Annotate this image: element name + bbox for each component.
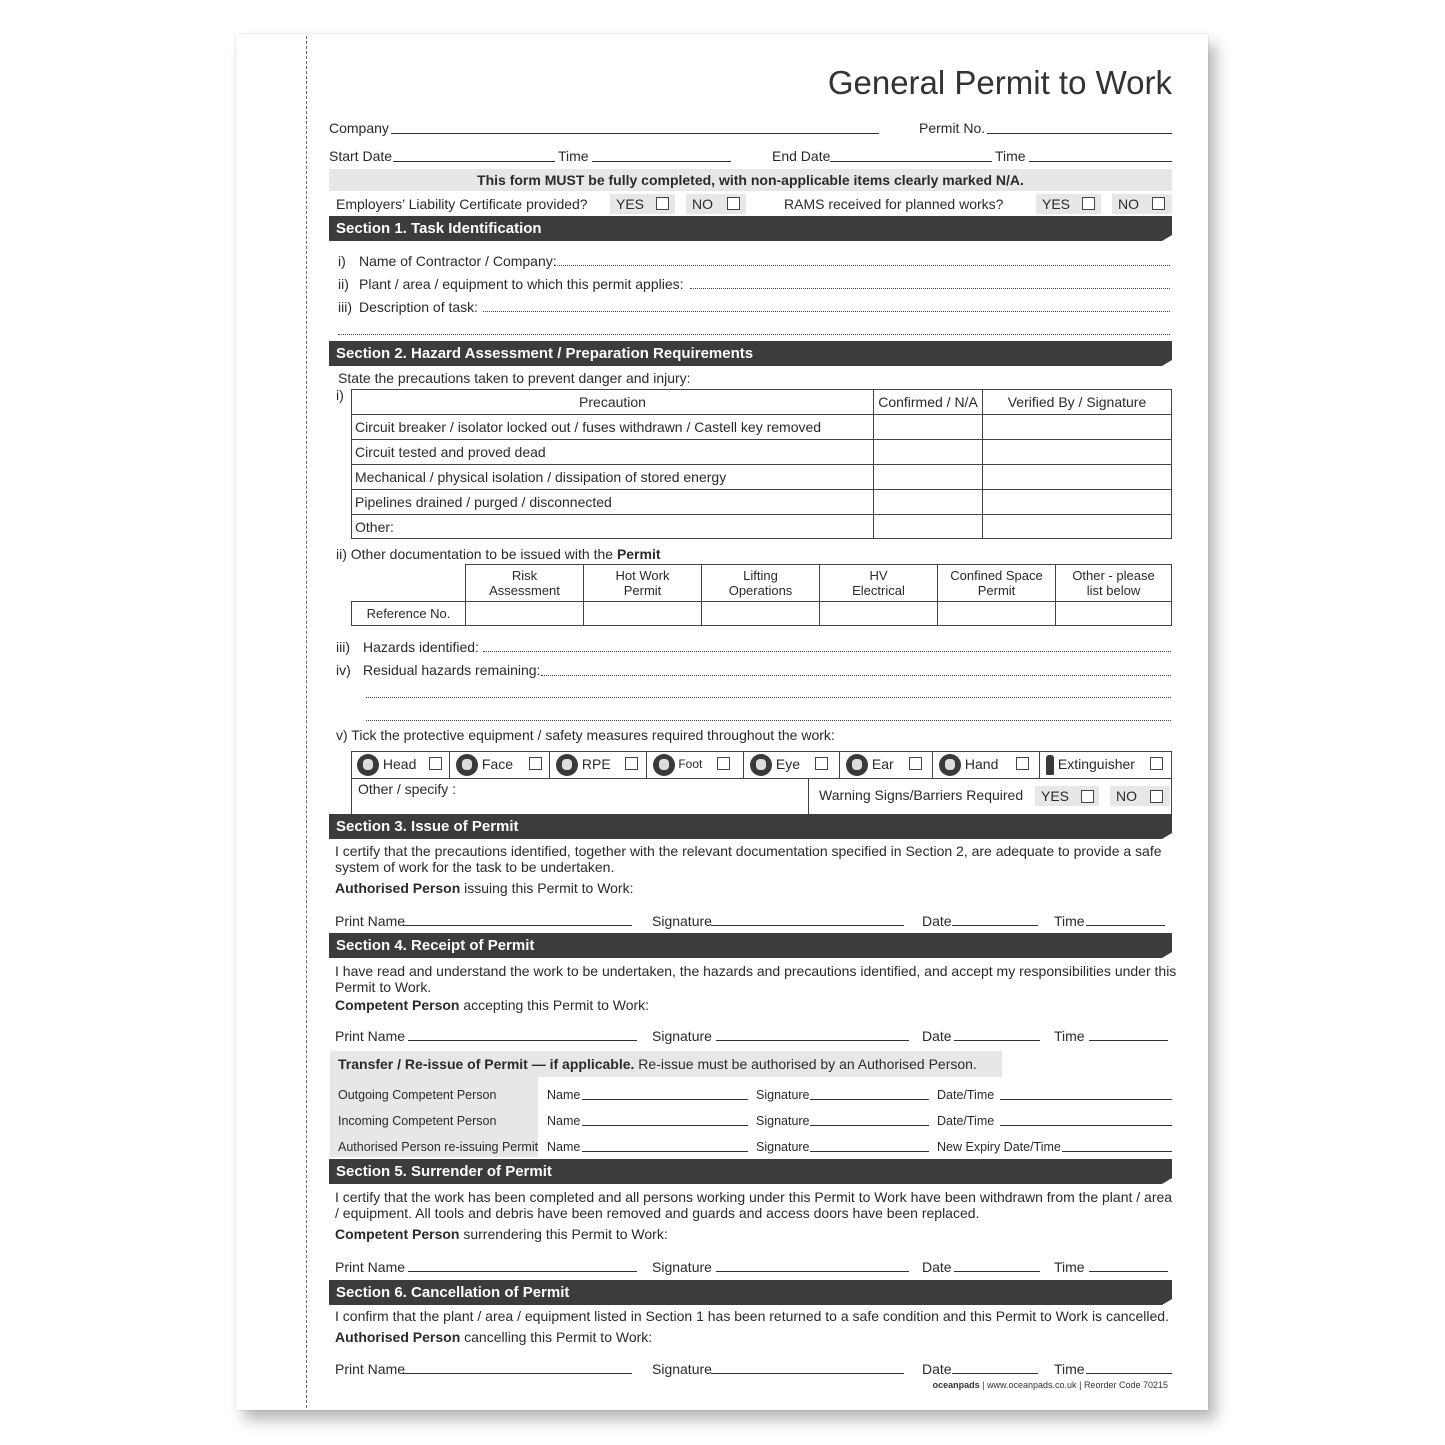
s5-time-field[interactable] [1089, 1271, 1168, 1272]
section4-heading: Section 4. Receipt of Permit [329, 933, 1172, 958]
precautions-table [351, 389, 1172, 539]
transfer-datetime-field[interactable] [1000, 1125, 1172, 1126]
precaution-cell: Mechanical / physical isolation / dissipation of stored energy [352, 465, 874, 490]
table-row [352, 440, 1172, 465]
hazards-label: Hazards identified: [363, 639, 479, 655]
transfer-name-field[interactable] [582, 1125, 748, 1126]
transfer-name-label: Name [547, 1088, 581, 1102]
confirmed-header: Confirmed / N/A [874, 390, 983, 415]
reference-cell[interactable] [584, 602, 702, 626]
start-date-field[interactable] [393, 161, 555, 162]
ppe-eye-checkbox[interactable] [815, 757, 828, 770]
ppe-ear-checkbox[interactable] [909, 757, 922, 770]
section1-heading: Section 1. Task Identification [329, 216, 1172, 241]
confirmed-cell[interactable] [874, 490, 983, 515]
transfer-role-incoming: Incoming Competent Person [338, 1114, 497, 1128]
rams-yes-checkbox[interactable] [1082, 197, 1095, 210]
fire-extinguisher-icon [1046, 755, 1054, 775]
safety-boot-icon [653, 754, 675, 776]
s6-date-label: Date [922, 1361, 952, 1377]
s5-print-name-field[interactable] [408, 1271, 637, 1272]
transfer-expiry-field[interactable] [1062, 1151, 1172, 1152]
verified-cell[interactable] [983, 440, 1172, 465]
doc-risk-assessment: Risk Assessment [466, 565, 584, 602]
end-date-label: End Date [772, 148, 831, 164]
footer-url: www.oceanpads.co.uk [987, 1380, 1077, 1390]
plant-label: Plant / area / equipment to which this permit applies: [359, 276, 684, 292]
ppe-head-checkbox[interactable] [429, 757, 442, 770]
rams-no-label: NO [1112, 194, 1172, 214]
reference-cell[interactable] [938, 602, 1056, 626]
ppe-extinguisher-checkbox[interactable] [1150, 757, 1163, 770]
s6-role: Authorised Person cancelling this Permit to Work: [335, 1329, 653, 1345]
ppe-face-checkbox[interactable] [529, 757, 542, 770]
s3-text: I certify that the precautions identified, together with the relevant documentation specified in Section 2, are adequate to provide a safe [335, 843, 1162, 859]
residual-field-2[interactable] [366, 697, 1171, 698]
start-date-label: Start Date [329, 148, 393, 164]
item-i-label: i) [336, 387, 344, 403]
start-time-field[interactable] [592, 161, 731, 162]
doc-hot-work: Hot Work Permit [584, 565, 702, 602]
ppe-foot-checkbox[interactable] [717, 757, 730, 770]
contractor-label: Name of Contractor / Company: [359, 253, 557, 269]
permit-no-label: Permit No. [919, 120, 986, 136]
reference-cell[interactable] [466, 602, 584, 626]
description-field[interactable] [483, 311, 1170, 312]
transfer-expiry-label: New Expiry Date/Time [937, 1140, 1061, 1154]
s6-print-name-field[interactable] [403, 1373, 632, 1374]
s5-time-label: Time [1054, 1259, 1085, 1275]
section3-heading: Section 3. Issue of Permit [329, 814, 1172, 839]
s5-signature-field[interactable] [716, 1271, 909, 1272]
warning-yes-checkbox[interactable] [1081, 790, 1094, 803]
s1-num-2: ii) [338, 276, 349, 292]
verified-cell[interactable] [983, 490, 1172, 515]
s6-text: I confirm that the plant / area / equipment listed in Section 1 has been returned to a safe condition and this Permit to Work is cancelled. [335, 1308, 1169, 1324]
rams-label: RAMS received for planned works? [784, 196, 1004, 212]
s3-time-label: Time [1054, 913, 1085, 929]
ppe-hand-checkbox[interactable] [1016, 757, 1029, 770]
contractor-field[interactable] [555, 265, 1170, 266]
documentation-table [351, 564, 1172, 626]
table-row [352, 415, 1172, 440]
s3-date-label: Date [922, 913, 952, 929]
reference-cell[interactable] [702, 602, 820, 626]
transfer-signature-label: Signature [756, 1088, 810, 1102]
goggles-icon [750, 754, 772, 776]
s4-date-label: Date [922, 1028, 952, 1044]
confirmed-cell[interactable] [874, 465, 983, 490]
confirmed-cell[interactable] [874, 415, 983, 440]
s5-print-name-label: Print Name [335, 1259, 406, 1275]
s4-print-name-field[interactable] [408, 1040, 637, 1041]
precaution-header: Precaution [352, 390, 874, 415]
s5-role: Competent Person surrendering this Permit to Work: [335, 1226, 668, 1242]
residual-num: iv) [336, 662, 351, 678]
transfer-signature-field[interactable] [810, 1151, 929, 1152]
section5-heading: Section 5. Surrender of Permit [329, 1159, 1172, 1184]
transfer-heading: Transfer / Re-issue of Permit — if applicable. Re-issue must be authorised by an Authorised Person. [330, 1051, 1002, 1077]
transfer-signature-field[interactable] [810, 1125, 929, 1126]
ppe-head: Head [351, 751, 450, 778]
s3-role: Authorised Person issuing this Permit to Work: [335, 880, 634, 896]
s6-signature-field[interactable] [711, 1373, 904, 1374]
table-row [352, 465, 1172, 490]
transfer-signature-label: Signature [756, 1114, 810, 1128]
s5-text: I certify that the work has been completed and all persons working under this Permit to Work have been withdrawn from the plant / area [335, 1189, 1173, 1205]
elc-no-label: NO [686, 194, 746, 214]
transfer-signature-label: Signature [756, 1140, 810, 1154]
transfer-role-outgoing: Outgoing Competent Person [338, 1088, 497, 1102]
transfer-name-label: Name [547, 1114, 581, 1128]
s5-signature-label: Signature [652, 1259, 712, 1275]
s6-date-field[interactable] [952, 1373, 1038, 1374]
end-date-field[interactable] [830, 161, 992, 162]
transfer-name-label: Name [547, 1140, 581, 1154]
doc-hv-electrical: HV Electrical [820, 565, 938, 602]
warning-signs-label: Warning Signs/Barriers Required [819, 787, 1024, 803]
glove-icon [939, 754, 961, 776]
s3-text-2: system of work for the task to be undertaken. [335, 859, 615, 875]
permit-no-field[interactable] [987, 133, 1172, 134]
transfer-datetime-label: Date/Time [937, 1114, 995, 1128]
s6-print-name-label: Print Name [335, 1361, 406, 1377]
transfer-signature-field[interactable] [810, 1099, 929, 1100]
ppe-rpe: RPE [550, 751, 647, 778]
residual-field-3[interactable] [366, 720, 1171, 721]
elc-no-checkbox[interactable] [727, 197, 740, 210]
transfer-datetime-field[interactable] [1000, 1099, 1172, 1100]
other-specify-label: Other / specify : [358, 781, 457, 797]
plant-field[interactable] [690, 288, 1170, 289]
hazards-field[interactable] [483, 651, 1171, 652]
hard-hat-icon [357, 754, 379, 776]
verified-cell[interactable] [983, 515, 1172, 539]
s4-signature-label: Signature [652, 1028, 712, 1044]
precaution-cell: Pipelines drained / purged / disconnected [352, 490, 874, 515]
s5-date-label: Date [922, 1259, 952, 1275]
notice-banner: This form MUST be fully completed, with non-applicable items clearly marked N/A. [329, 169, 1172, 191]
reference-cell[interactable] [1056, 602, 1172, 626]
reference-label: Reference No. [352, 602, 466, 626]
brand-logo: oceanpads [932, 1380, 980, 1390]
warning-no-checkbox[interactable] [1150, 790, 1163, 803]
reorder-code: Reorder Code 70215 [1083, 1380, 1168, 1390]
s4-text-2: Permit to Work. [335, 979, 432, 995]
confirmed-cell[interactable] [874, 515, 983, 539]
ppe-ear: Ear [840, 751, 933, 778]
s5-date-field[interactable] [954, 1271, 1040, 1272]
s5-text-2: / equipment. All tools and debris have been removed and guards and access doors have been replaced. [335, 1205, 980, 1221]
precaution-cell: Circuit tested and proved dead [352, 440, 874, 465]
confirmed-cell[interactable] [874, 440, 983, 465]
s4-print-name-label: Print Name [335, 1028, 406, 1044]
warning-no-label: NO [1110, 786, 1170, 806]
precaution-cell: Circuit breaker / isolator locked out / fuses withdrawn / Castell key removed [352, 415, 874, 440]
s6-time-field[interactable] [1086, 1373, 1172, 1374]
ppe-hand: Hand [933, 751, 1040, 778]
hazards-num: iii) [336, 639, 350, 655]
page-title: General Permit to Work [827, 64, 1172, 101]
s4-text: I have read and understand the work to be undertaken, the hazards and precautions identified, and accept my responsibilities under this [335, 963, 1177, 979]
elc-label: Employers’ Liability Certificate provided? [336, 196, 588, 212]
residual-field[interactable] [541, 675, 1171, 676]
s4-role: Competent Person accepting this Permit to Work: [335, 997, 650, 1013]
face-shield-icon [456, 754, 478, 776]
s6-time-label: Time [1054, 1361, 1085, 1377]
section6-heading: Section 6. Cancellation of Permit [329, 1280, 1172, 1305]
s1-num-1: i) [338, 253, 346, 269]
docs-intro: ii) Other documentation to be issued with the Permit [336, 546, 661, 562]
table-row [352, 515, 1172, 539]
verified-header: Verified By / Signature [983, 390, 1172, 415]
end-time-label: Time [995, 148, 1026, 164]
s4-signature-field[interactable] [716, 1040, 909, 1041]
doc-lifting: Lifting Operations [702, 565, 820, 602]
transfer-role-authorised: Authorised Person re-issuing Permit [338, 1140, 539, 1154]
elc-yes-checkbox[interactable] [656, 197, 669, 210]
perforation-line [306, 36, 307, 1408]
elc-yes-label: YES [610, 194, 675, 214]
transfer-datetime-label: Date/Time [937, 1088, 995, 1102]
section2-heading: Section 2. Hazard Assessment / Preparation Requirements [329, 341, 1172, 366]
ppe-intro: v) Tick the protective equipment / safety measures required throughout the work: [336, 727, 835, 743]
description-field-2[interactable] [338, 334, 1170, 335]
ppe-rpe-checkbox[interactable] [625, 757, 638, 770]
s3-signature-field[interactable] [711, 925, 904, 926]
company-label: Company [329, 120, 389, 136]
doc-other: Other - please list below [1056, 565, 1172, 602]
s3-time-field[interactable] [1086, 925, 1165, 926]
doc-confined-space: Confined Space Permit [938, 565, 1056, 602]
rams-yes-label: YES [1036, 194, 1101, 214]
verified-cell[interactable] [983, 465, 1172, 490]
ppe-eye: Eye [744, 751, 840, 778]
s4-time-label: Time [1054, 1028, 1085, 1044]
reference-cell[interactable] [820, 602, 938, 626]
transfer-name-field[interactable] [582, 1099, 748, 1100]
s1-num-3: iii) [338, 299, 352, 315]
s4-date-field[interactable] [954, 1040, 1040, 1041]
ppe-extinguisher: Extinguisher [1040, 751, 1172, 778]
warning-yes-label: YES [1035, 786, 1099, 806]
start-time-label: Time [558, 148, 589, 164]
s6-signature-label: Signature [652, 1361, 712, 1377]
s3-print-name-field[interactable] [403, 925, 632, 926]
end-time-field[interactable] [1029, 161, 1172, 162]
table-row [352, 490, 1172, 515]
s4-time-field[interactable] [1089, 1040, 1168, 1041]
s3-print-name-label: Print Name [335, 913, 406, 929]
s3-date-field[interactable] [952, 925, 1038, 926]
residual-label: Residual hazards remaining: [363, 662, 541, 678]
ppe-face: Face [450, 751, 550, 778]
s3-signature-label: Signature [652, 913, 712, 929]
ear-defender-icon [846, 754, 868, 776]
respirator-icon [556, 754, 578, 776]
description-label: Description of task: [359, 299, 479, 315]
company-field[interactable] [391, 133, 879, 134]
precaution-cell: Other: [352, 515, 874, 539]
transfer-name-field[interactable] [582, 1151, 748, 1152]
rams-no-checkbox[interactable] [1152, 197, 1165, 210]
footer: oceanpads | www.oceanpads.co.uk | Reorder Code 70215 [932, 1380, 1168, 1390]
ppe-foot: Foot [647, 751, 744, 778]
precautions-intro: State the precautions taken to prevent danger and injury: [338, 370, 691, 386]
verified-cell[interactable] [983, 415, 1172, 440]
